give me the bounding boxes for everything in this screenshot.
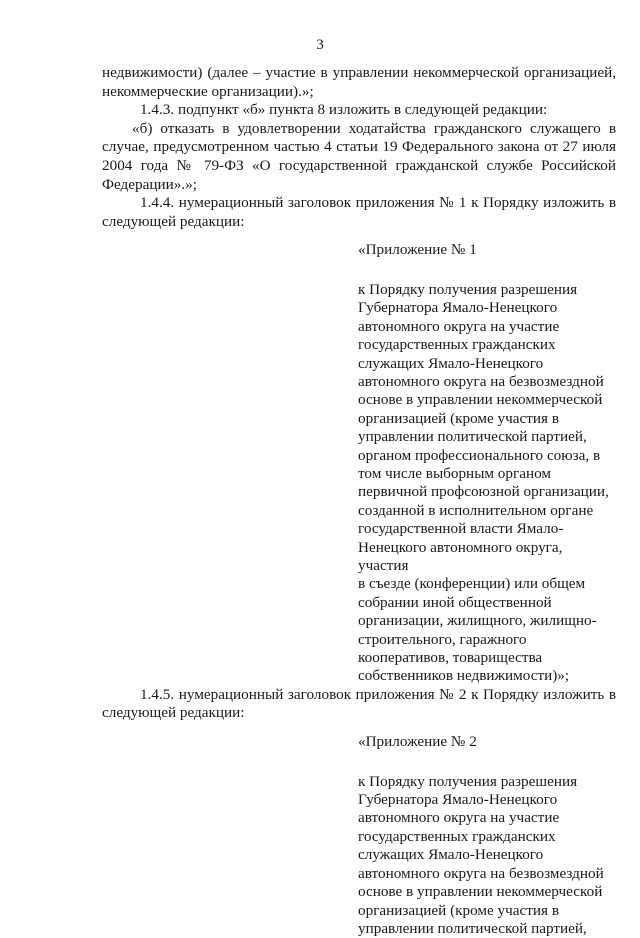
- appendix-1-title: «Приложение № 1: [358, 241, 477, 259]
- appendix-1-text: к Порядку получения разрешения Губернатора Ямало-Ненецкого автономного округа на участие государственных гражданских служащих Ямало-Ненецкого автономного округа на безвозмездной основе в управлении некоммерческой организацией (кроме участия в управлении политической партией, органом профессионального союза, в том числе выборным органом первичной профсоюзной организации, созданной в исполнительном органе государственной власти Ямало- Ненецкого автономного округа, участия в съезде (конференции) или общем собрании иной общественной организации, жилищного, жилищно- строительного, гаражного кооперативов, товарищества собственников недвижимости)»;: [358, 280, 609, 685]
- appendix-2-header: [358, 733, 616, 938]
- appendix-2-text: к Порядку получения разрешения Губернатора Ямало-Ненецкого автономного округа на участие государственных гражданских служащих Ямало-Ненецкого автономного округа на безвозмездной основе в управлении некоммерческой организацией (кроме участия в управлении политической партией,: [358, 772, 604, 937]
- appendix-1-header: [358, 241, 616, 686]
- appendix-2-title: «Приложение № 2: [358, 733, 477, 751]
- page-number: 3: [316, 36, 324, 53]
- paragraph-1-4-5: 1.4.5. нумерационный заголовок приложения № 2 к Порядку изложить в следующей редакции:: [102, 685, 616, 722]
- document-body: [102, 64, 616, 938]
- paragraph-continuation: недвижимости) (далее – участие в управлении некоммерческой организацией, некоммерческие организации).»;: [102, 64, 616, 100]
- paragraph-subitem-b: «б) отказать в удовлетворении ходатайства гражданского служащего в случае, предусмотренном частью 4 статьи 19 Федерального закона от 27 июля 2004 года № 79-ФЗ «О государственной гражданской службе Российской Федерации».»;: [102, 119, 616, 193]
- paragraph-1-4-3: 1.4.3. подпункт «б» пункта 8 изложить в следующей редакции:: [140, 101, 548, 119]
- paragraph-1-4-4: 1.4.4. нумерационный заголовок приложения № 1 к Порядку изложить в следующей редакции:: [102, 194, 616, 230]
